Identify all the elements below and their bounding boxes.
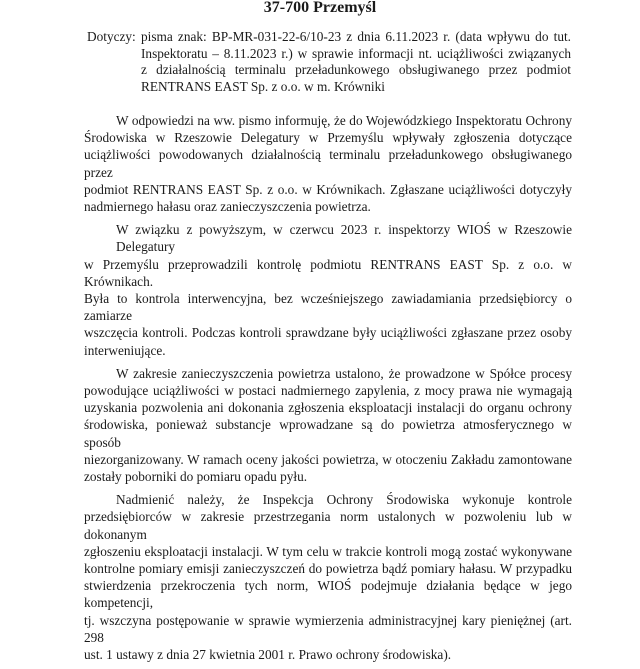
paragraph-line: kontrolne pomiary emisji zanieczyszczeń do powietrza bądź pomiary hałasu. W przypadku xyxy=(84,561,572,577)
paragraph-inspection xyxy=(84,221,572,359)
paragraph-line: stwierdzenia przekroczenia tych norm, WIOŚ podejmuje działania będące w jego kompetencji, xyxy=(84,578,572,611)
paragraph-line: uciążliwości powodowanych działalnością terminalu przeładunkowego obsługiwanego przez xyxy=(84,147,572,180)
letter-body xyxy=(84,112,572,669)
reference-line: RENTRANS EAST Sp. z o.o. w m. Krówniki xyxy=(141,78,385,94)
paragraph-line: W związku z powyższym, w czerwcu 2023 r. inspektorzy WIOŚ w Rzeszowie Delegatury xyxy=(116,222,572,255)
paragraph-line: Nadmienić należy, że Inspekcja Ochrony Środowiska wykonuje kontrole xyxy=(116,492,572,508)
reference-text xyxy=(141,29,571,95)
reference-block xyxy=(87,29,571,95)
paragraph-line: powodujące uciążliwości w postaci nadmiernego zapylenia, z mocy prawa nie wymagają xyxy=(84,383,572,399)
paragraph-line: uzyskania pozwolenia ani dokonania zgłoszenia eksploatacji instalacji do organu ochrony xyxy=(84,400,572,416)
paragraph-line: tj. wszczyna postępowanie w sprawie wymierzenia administracyjnej kary pieniężnej (art. 298 xyxy=(84,612,572,645)
paragraph-line: W zakresie zanieczyszczenia powietrza ustalono, że prowadzone w Spółce procesy xyxy=(116,365,572,381)
reference-line: z działalnością terminalu przeładunkowego obsługiwanego przez podmiot xyxy=(141,62,571,78)
paragraph-line: niezorganizowany. W ramach oceny jakości powietrza, w otoczeniu Zakładu zamontowane xyxy=(84,451,572,467)
paragraph-line: wszczęcia kontroli. Podczas kontroli sprawdzane były uciążliwości zgłaszane przez osoby xyxy=(84,325,572,341)
paragraph-line: nadmiernego hałasu oraz zanieczyszczenia powietrza. xyxy=(84,199,371,215)
paragraph-line: podmiot RENTRANS EAST Sp. z o.o. w Krównikach. Zgłaszane uciążliwości dotyczyły xyxy=(84,181,572,197)
paragraph-line: w Przemyślu przeprowadzili kontrolę podmiotu RENTRANS EAST Sp. z o.o. w Krównikach. xyxy=(84,256,572,289)
paragraph-line: Środowiska w Rzeszowie Delegatury w Przemyślu wpływały zgłoszenia dotyczące xyxy=(84,130,572,146)
paragraph-line: zostały poborniki do pomiaru opadu pyłu. xyxy=(84,469,308,485)
paragraph-line: przedsiębiorców w zakresie przestrzegania norm ustalonych w pozwoleniu lub w dokonanym xyxy=(84,509,572,542)
reference-line: Inspektoratu – 8.11.2023 r.) w sprawie informacji nt. uciążliwości związanych xyxy=(141,45,571,61)
reference-line: pisma znak: BP-MR-031-22-6/10-23 z dnia 6.11.2023 r. (data wpływu do tut. xyxy=(141,29,571,44)
paragraph-air-pollution xyxy=(84,365,572,485)
reference-label: Dotyczy: xyxy=(87,29,136,44)
paragraph-line: W odpowiedzi na ww. pismo informuję, że do Wojewódzkiego Inspektoratu Ochrony xyxy=(116,113,572,128)
paragraph-line: zgłoszeniu eksploatacji instalacji. W tym celu w trakcie kontroli mogą zostać wykonywane xyxy=(84,543,572,559)
paragraph-line: interweniujące. xyxy=(84,342,166,358)
paragraph-line: Była to kontrola interwencyjna, bez wcześniejszego zawiadamiania przedsiębiorcy o zamiarze xyxy=(84,291,572,324)
paragraph-note xyxy=(84,491,572,663)
paragraph-line: środowiska, ponieważ substancje wprowadzane są do powietrza atmosferycznego w sposób xyxy=(84,417,572,450)
paragraph-line: ust. 1 ustawy z dnia 27 kwietnia 2001 r. Prawo ochrony środowiska). xyxy=(84,647,452,663)
paragraph-response xyxy=(84,112,572,215)
address-heading: 37-700 Przemyśl xyxy=(263,0,377,16)
